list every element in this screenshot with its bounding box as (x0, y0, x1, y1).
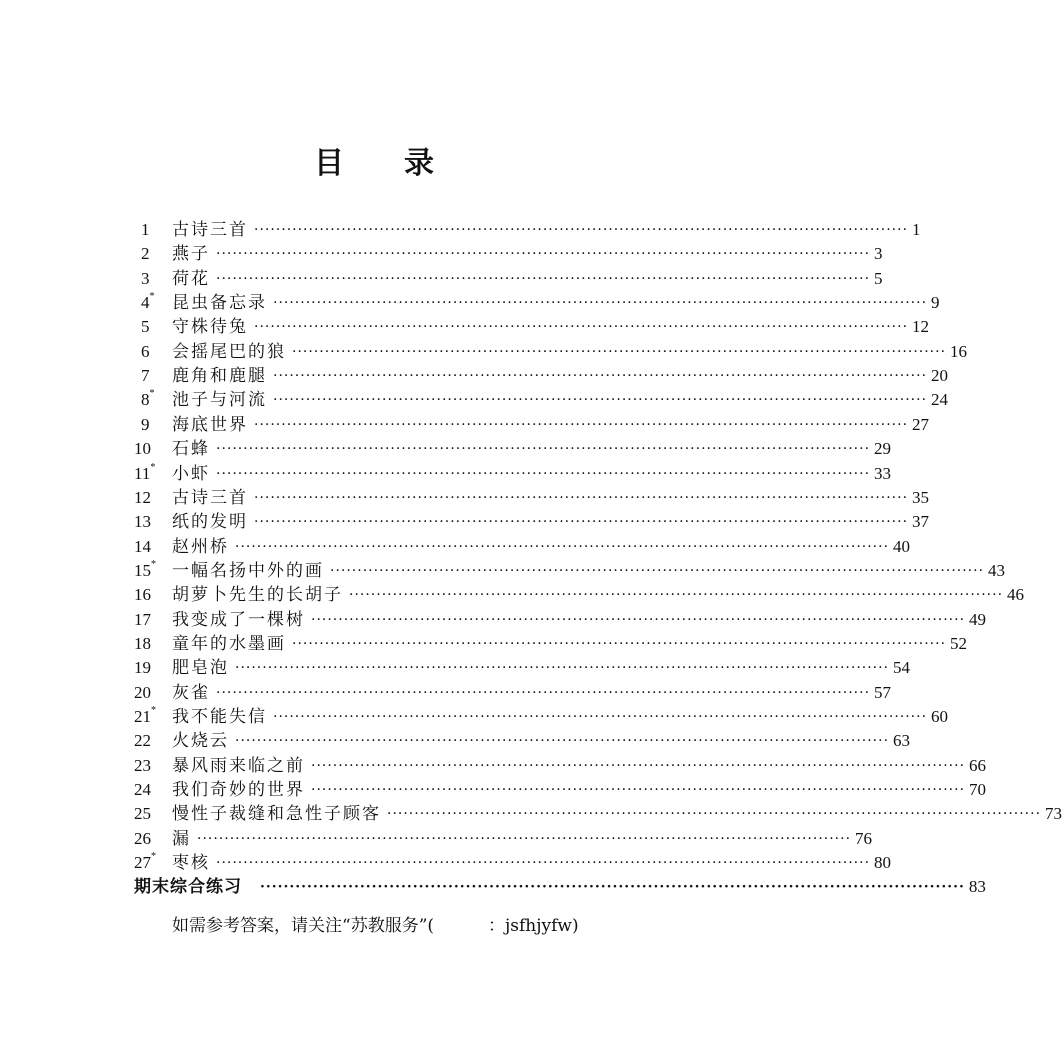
toc-entry-page: 33 (874, 463, 892, 483)
toc-entry-number (134, 802, 172, 826)
toc-leader-dots: ························································································································ (292, 635, 947, 652)
toc-leader-dots: ························································································································ (273, 392, 928, 409)
toc-entry-title: 海底世界 (172, 414, 248, 435)
toc-leader-dots: ························································································································ (254, 489, 909, 506)
toc-entry-number (134, 510, 172, 534)
footer-text-mid: ： (488, 916, 506, 936)
toc-entry-page: 5 (874, 268, 883, 288)
toc-entry-page: 12 (912, 317, 930, 337)
toc-entry-title: 枣核 (172, 853, 210, 874)
toc-entry-number-text: 27 (134, 853, 151, 873)
toc-entry-number (134, 729, 172, 753)
toc-leader-dots: ························································································································ (311, 611, 966, 628)
optional-lesson-star: * (150, 461, 156, 473)
toc-entry-title: 慢性子裁缝和急性子顾客 (172, 804, 381, 825)
toc-entry-page: 29 (874, 439, 892, 459)
toc-entry[interactable] (134, 583, 1025, 607)
toc-entry-page: 3 (874, 244, 883, 264)
toc-entry-title: 纸的发明 (172, 512, 248, 533)
optional-lesson-star: * (149, 388, 155, 400)
toc-entry-number (134, 486, 172, 510)
toc-entry-number-text: 24 (134, 780, 151, 800)
optional-lesson-star: * (149, 291, 155, 303)
toc-entry-final-review[interactable] (134, 875, 986, 899)
toc-entry-page: 35 (912, 487, 930, 507)
toc-leader-dots: ························································································································ (387, 806, 1042, 823)
toc-entry-number-text: 25 (134, 804, 151, 824)
toc-entry[interactable] (134, 535, 911, 559)
toc-entry-page: 73 (1045, 804, 1062, 824)
optional-lesson-star: * (151, 705, 156, 716)
toc-entry-number-text: 17 (134, 609, 151, 629)
toc-entry-title: 小虾 (172, 463, 210, 484)
toc-entry[interactable] (134, 632, 968, 656)
toc-entry-page: 40 (893, 536, 911, 556)
toc-entry[interactable] (134, 558, 1006, 583)
toc-entry-page: 52 (950, 633, 968, 653)
toc-entry-number (134, 656, 172, 680)
toc-leader-dots: ························································································································ (273, 368, 928, 385)
toc-entry-page: 46 (1007, 585, 1025, 605)
toc-entry-number (134, 340, 172, 364)
toc-final-title: 期末综合练习 (134, 877, 242, 898)
toc-entry-page: 27 (912, 414, 930, 434)
toc-entry-number-text: 19 (134, 658, 151, 678)
toc-entry-number-text: 4 (141, 293, 150, 313)
toc-entry[interactable] (134, 681, 892, 705)
toc-leader-dots: ························································································································ (216, 855, 871, 872)
toc-entry-number (134, 218, 172, 242)
toc-entry-number-text: 18 (134, 633, 151, 653)
toc-entry[interactable] (134, 802, 1062, 826)
toc-entry-page: 43 (988, 560, 1006, 580)
footer-text-after: jsfhjyfw) (505, 916, 579, 936)
toc-entry-page: 76 (855, 828, 873, 848)
toc-entry-title: 昆虫备忘录 (172, 293, 267, 314)
toc-entry-page: 20 (931, 366, 949, 386)
toc-entry-number (134, 315, 172, 339)
toc-leader-dots: ························································································································ (349, 587, 1004, 604)
toc-entry-page: 1 (912, 220, 921, 239)
toc-entry-number (134, 583, 172, 607)
toc-entry-number-text: 8 (141, 390, 150, 410)
toc-entry-page: 9 (931, 293, 940, 313)
toc-leader-dots: ························································································································ (197, 830, 852, 847)
toc-entry-title: 池子与河流 (172, 390, 267, 411)
toc-entry-number-text: 6 (141, 341, 150, 361)
toc-entry[interactable] (134, 778, 987, 802)
toc-entry-number (134, 754, 172, 778)
toc-entry-title: 我变成了一棵树 (172, 609, 305, 630)
toc-entry-number (134, 632, 172, 656)
toc-entry[interactable] (134, 827, 873, 851)
toc-entry[interactable] (134, 754, 987, 778)
toc-leader-dots: ························································································································ (292, 343, 947, 360)
footer-text-before: 如需参考答案，请关注“苏教服务”( (172, 916, 435, 936)
toc-entry[interactable] (134, 486, 930, 510)
toc-entry-number (134, 778, 172, 802)
toc-entry[interactable] (134, 608, 987, 632)
toc-leader-dots: ························································································································ (311, 757, 966, 774)
toc-entry-number (134, 608, 172, 632)
optional-lesson-star: * (151, 558, 156, 570)
toc-entry-title: 一幅名扬中外的画 (172, 560, 324, 581)
toc-entry-page: 60 (931, 707, 949, 726)
toc-entry-title: 漏 (172, 828, 191, 849)
toc-entry-page: 37 (912, 512, 930, 532)
toc-entry-number (134, 388, 172, 412)
toc-entry-title: 胡萝卜先生的长胡子 (172, 585, 343, 606)
toc-entry-title: 火烧云 (172, 731, 229, 752)
toc-entry-number-text: 11 (134, 463, 151, 483)
toc-entry[interactable] (134, 340, 968, 364)
toc-entry-page: 57 (874, 682, 892, 702)
toc-leader-dots: ························································································································ (216, 246, 871, 263)
toc-leader-dots: ························································································································ (254, 319, 909, 336)
page-title (0, 138, 750, 182)
toc-entry-number-text: 20 (134, 682, 151, 702)
toc-entry-number-text: 21 (134, 707, 151, 726)
toc-leader-dots: ························································································································ (235, 538, 890, 555)
toc-entry-page: 16 (950, 341, 968, 361)
toc-entry[interactable] (134, 388, 949, 412)
toc-entry-number-text: 9 (141, 414, 150, 434)
toc-entry-number-text: 3 (141, 268, 150, 288)
toc-entry[interactable] (134, 218, 921, 242)
toc-entry-number-text: 5 (141, 317, 150, 337)
toc-entry-title: 我们奇妙的世界 (172, 780, 305, 801)
toc-entry-page: 63 (893, 731, 911, 751)
toc-entry-number-text: 26 (134, 828, 151, 848)
toc-entry[interactable] (134, 291, 940, 315)
toc-entry-title: 鹿角和鹿腿 (172, 366, 267, 387)
toc-leader-dots: ························································································································ (254, 416, 909, 433)
toc-entry-title: 暴风雨来临之前 (172, 755, 305, 776)
toc-entry-page: 24 (931, 390, 949, 410)
toc-entry[interactable] (134, 242, 883, 266)
toc-entry-number (134, 242, 172, 266)
toc-entry-number-text: 2 (141, 244, 150, 264)
toc-entry-page: 49 (969, 609, 987, 629)
toc-entry-title: 我不能失信 (172, 707, 267, 727)
toc-entry[interactable] (134, 705, 949, 729)
toc-entry[interactable] (134, 461, 892, 486)
toc-entry[interactable] (134, 851, 892, 875)
toc-entry-number-text: 7 (141, 366, 150, 386)
toc-entry-number-text: 23 (134, 755, 151, 775)
toc-entry-number-text: 1 (141, 220, 150, 239)
toc-entry-title: 古诗三首 (172, 487, 248, 508)
toc-entry-number-text: 13 (134, 512, 151, 532)
toc-leader-dots: ························································································································ (235, 660, 890, 677)
toc-entry-number-text: 15 (134, 560, 151, 580)
footer-note (172, 911, 612, 936)
toc-leader-dots: ························································································································ (235, 733, 890, 750)
toc-entry[interactable] (134, 510, 930, 534)
toc-entry-number-text: 12 (134, 487, 151, 507)
toc-entry-number (134, 413, 172, 437)
toc-leader-dots: ························································································································ (330, 562, 985, 579)
toc-entry-title: 石蜂 (172, 439, 210, 460)
toc-entry-page: 70 (969, 780, 987, 800)
toc-entry-title: 荷花 (172, 268, 210, 289)
optional-lesson-star: * (151, 851, 156, 863)
toc-entry-number (134, 291, 172, 315)
toc-leader-dots: ························································································································ (311, 782, 966, 799)
toc-leader-dots: ························································································································ (216, 441, 871, 458)
toc-entry-number (134, 462, 172, 486)
toc-entry-title: 燕子 (172, 244, 210, 265)
toc-entry-title: 灰雀 (172, 682, 210, 703)
toc-entry-number-text: 14 (134, 536, 151, 556)
toc-leader-dots: ························································································································ (254, 514, 909, 531)
toc-entry-title: 童年的水墨画 (172, 633, 286, 654)
toc-leader-dots: ························································································································ (273, 709, 928, 725)
title-char-2: 录 (404, 146, 436, 181)
toc-entry-number-text: 10 (134, 439, 151, 459)
toc-entry-number-text: 22 (134, 731, 151, 751)
toc-final-page: 83 (968, 877, 986, 897)
toc-entry[interactable] (134, 364, 949, 388)
toc-entry-page: 54 (893, 658, 911, 678)
toc-leader-dots: ························································································································ (216, 684, 871, 701)
toc-entry[interactable] (134, 315, 930, 339)
toc-entry-title: 守株待兔 (172, 317, 248, 338)
toc-entry-number (134, 851, 172, 875)
toc-entry-title: 赵州桥 (172, 536, 229, 557)
toc-entry-number-text: 16 (134, 585, 151, 605)
toc-leader-dots: ························································································································ (260, 879, 965, 896)
toc-leader-dots: ························································································································ (273, 295, 928, 312)
toc-leader-dots: ························································································································ (254, 222, 909, 238)
title-char-1: 目 (314, 146, 346, 181)
toc-leader-dots: ························································································································ (216, 270, 871, 287)
toc-entry[interactable] (134, 267, 883, 291)
toc-entry-page: 80 (874, 853, 892, 873)
toc-entry[interactable] (134, 437, 892, 461)
toc-entry-page: 66 (969, 755, 987, 775)
toc-entry-title: 古诗三首 (172, 220, 248, 240)
toc-entry-number (134, 559, 172, 583)
toc-entry-number (134, 705, 172, 729)
toc-entry-title: 肥皂泡 (172, 658, 229, 679)
toc-entry[interactable] (134, 656, 911, 680)
toc-entry[interactable] (134, 729, 911, 753)
toc-entry[interactable] (134, 413, 930, 437)
toc-entry-title: 会摇尾巴的狼 (172, 341, 286, 362)
toc-leader-dots: ························································································································ (216, 465, 871, 482)
